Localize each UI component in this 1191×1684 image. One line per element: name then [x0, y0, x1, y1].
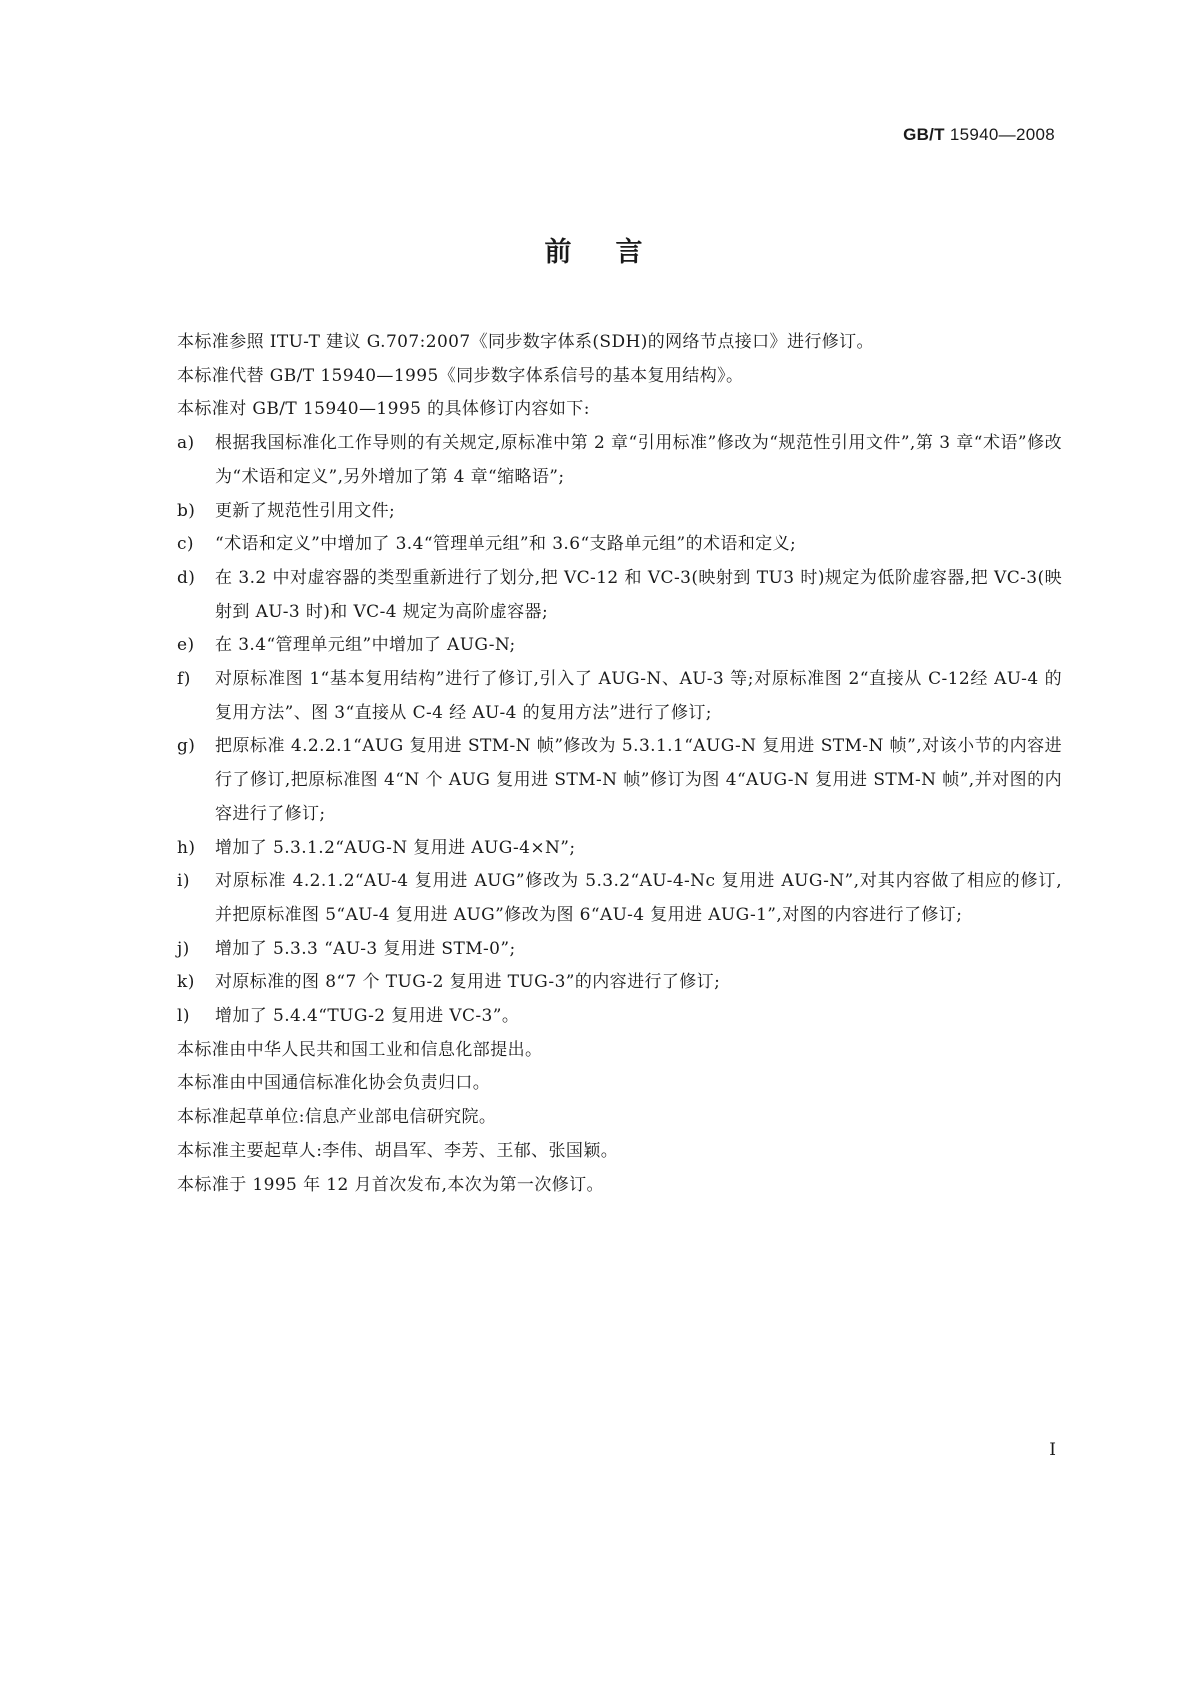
list-item [177, 562, 1062, 629]
list-marker: a) [177, 433, 195, 454]
list-item-text: 把原标准 4.2.2.1“AUG 复用进 STM-N 帧”修改为 5.3.1.1“AUG-N 复用进 STM-N 帧”,对该小节的内容进行了修订,把原标准图 4“N 个 AUG 复用进 STM-N 帧”修订为图 4“AUG-N 复用进 STM-N 帧”,并对图的内容进行了修订; [215, 736, 1062, 824]
list-marker: h) [177, 837, 196, 858]
list-item-text: 根据我国标准化工作导则的有关规定,原标准中第 2 章“引用标准”修改为“规范性引用文件”,第 3 章“术语”修改为“术语和定义”,另外增加了第 4 章“缩略语”; [215, 433, 1062, 487]
page-title: 前言 [544, 237, 687, 268]
list-item [177, 832, 1062, 866]
list-item-text: 增加了 5.3.1.2“AUG-N 复用进 AUG-4×N”; [215, 837, 576, 858]
list-marker: g) [177, 736, 196, 757]
list-item [177, 663, 1062, 730]
foreword-body [177, 326, 1062, 1202]
list-item [177, 629, 1062, 663]
list-marker: k) [177, 972, 195, 993]
list-marker: j) [177, 938, 190, 959]
list-marker: f) [177, 669, 191, 690]
list-marker: d) [177, 567, 196, 588]
standard-prefix: GB/T [903, 125, 945, 144]
list-item-text: 对原标准图 1“基本复用结构”进行了修订,引入了 AUG-N、AU-3 等;对原标准图 2“直接从 C-12经 AU-4 的复用方法”、图 3“直接从 C-4 经 AU-4 的复用方法”进行了修订; [215, 669, 1062, 723]
standard-code [903, 125, 1055, 145]
list-item [177, 495, 1062, 529]
revision-list [177, 427, 1062, 1034]
closing-paragraph: 本标准由中国通信标准化协会负责归口。 [177, 1073, 491, 1094]
list-item [177, 1000, 1062, 1034]
list-item-text: 在 3.4“管理单元组”中增加了 AUG-N; [215, 635, 516, 656]
intro-section [177, 326, 1062, 427]
list-marker: i) [177, 871, 190, 892]
intro-paragraph: 本标准代替 GB/T 15940—1995《同步数字体系信号的基本复用结构》。 [177, 365, 744, 386]
list-item-text: 增加了 5.3.3 “AU-3 复用进 STM-0”; [215, 938, 516, 959]
list-marker: c) [177, 534, 194, 555]
closing-paragraph: 本标准由中华人民共和国工业和信息化部提出。 [177, 1039, 543, 1060]
list-item [177, 865, 1062, 932]
list-item-text: 对原标准 4.2.1.2“AU-4 复用进 AUG”修改为 5.3.2“AU-4-Nc 复用进 AUG-N”,对其内容做了相应的修订,并把原标准图 5“AU-4 复用进 AUG”修改为图 6“AU-4 复用进 AUG-1”,对图的内容进行了修订; [215, 871, 1062, 925]
list-item-text: 增加了 5.4.4“TUG-2 复用进 VC-3”。 [215, 1006, 520, 1027]
list-item [177, 528, 1062, 562]
closing-paragraph: 本标准起草单位:信息产业部电信研究院。 [177, 1107, 497, 1128]
closing-paragraph: 本标准主要起草人:李伟、胡昌军、李芳、王郁、张国颖。 [177, 1140, 619, 1161]
list-item [177, 730, 1062, 831]
list-item-text: 对原标准的图 8“7 个 TUG-2 复用进 TUG-3”的内容进行了修订; [215, 972, 721, 993]
list-marker: l) [177, 1006, 190, 1027]
list-item-text: “术语和定义”中增加了 3.4“管理单元组”和 3.6“支路单元组”的术语和定义; [215, 534, 797, 555]
list-item-text: 在 3.2 中对虚容器的类型重新进行了划分,把 VC-12 和 VC-3(映射到 TU3 时)规定为低阶虚容器,把 VC-3(映射到 AU-3 时)和 VC-4 规定为高阶虚容器; [215, 567, 1062, 622]
closing-section [177, 1034, 1062, 1203]
page-number: I [1049, 1440, 1056, 1460]
intro-paragraph: 本标准参照 ITU-T 建议 G.707:2007《同步数字体系(SDH)的网络节点接口》进行修订。 [177, 332, 874, 352]
list-item-text: 更新了规范性引用文件; [215, 500, 396, 521]
list-item [177, 933, 1062, 967]
list-item [177, 966, 1062, 1000]
standard-number: 15940—2008 [949, 125, 1055, 144]
list-marker: b) [177, 500, 196, 521]
closing-paragraph: 本标准于 1995 年 12 月首次发布,本次为第一次修订。 [177, 1174, 604, 1195]
list-item [177, 427, 1062, 494]
list-marker: e) [177, 635, 195, 656]
intro-paragraph: 本标准对 GB/T 15940—1995 的具体修订内容如下: [177, 399, 590, 420]
